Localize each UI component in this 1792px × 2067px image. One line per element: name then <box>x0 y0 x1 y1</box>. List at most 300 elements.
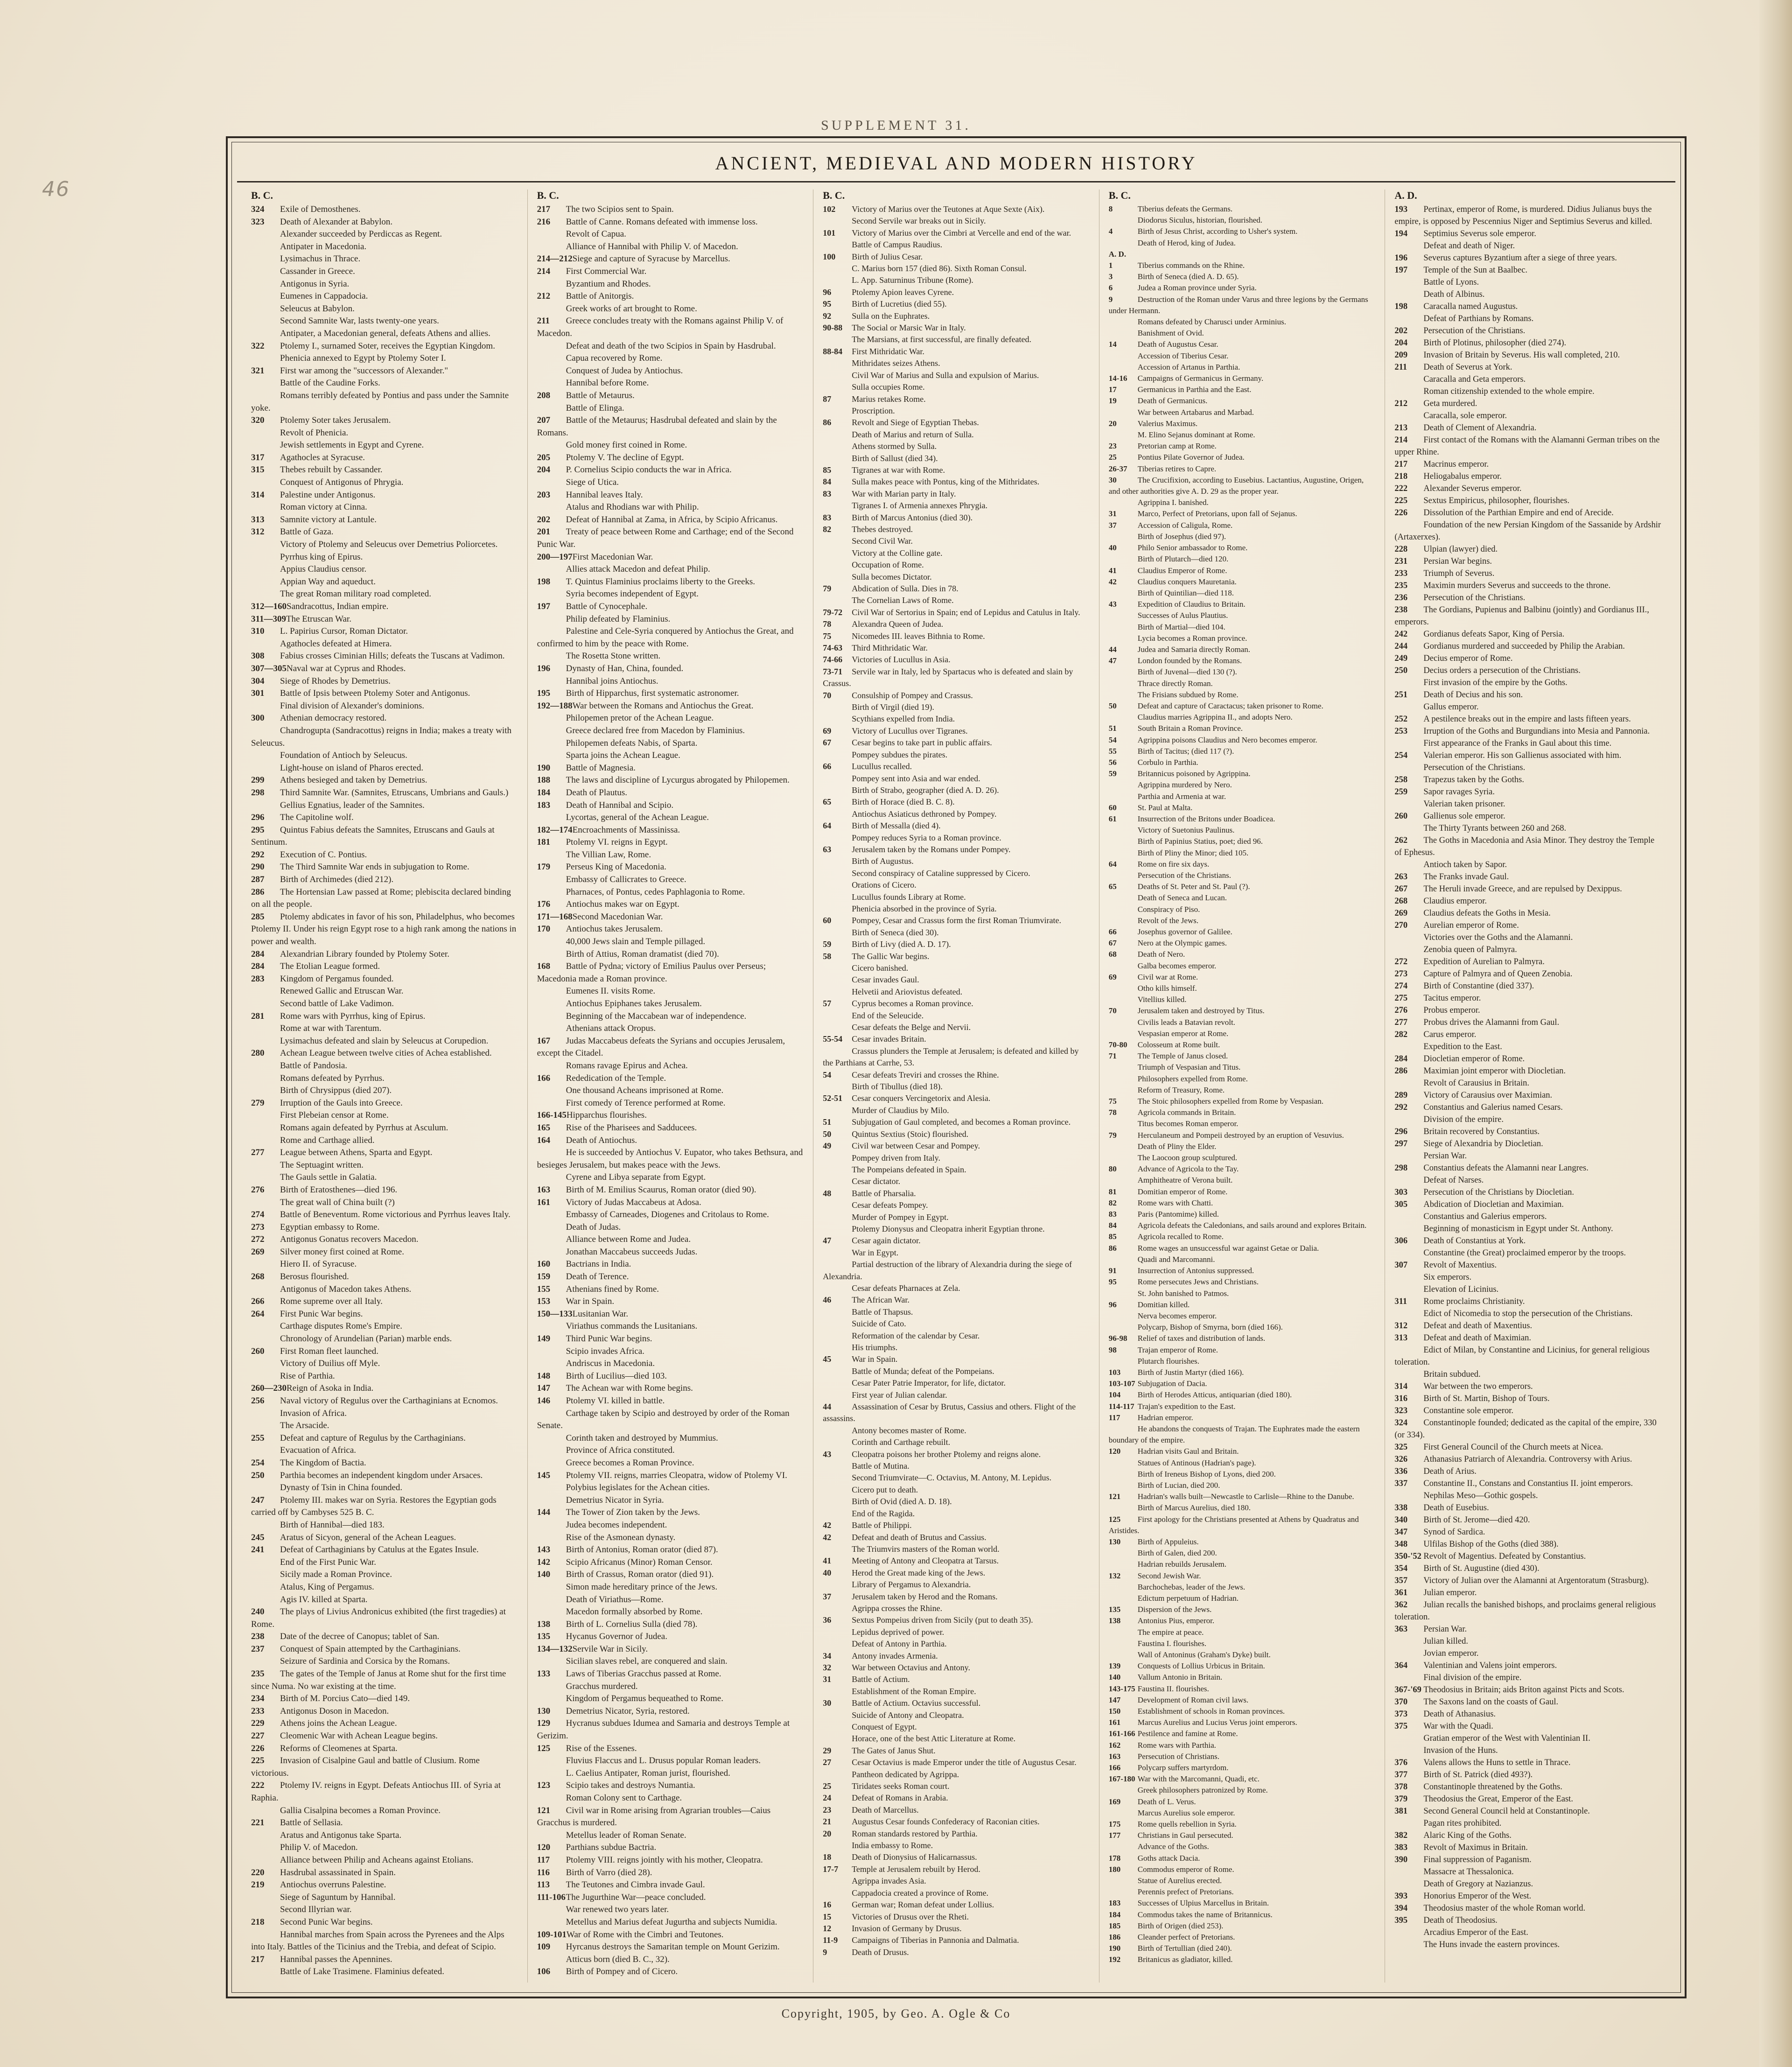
history-entry <box>537 1457 804 1470</box>
entry-event: Sparta joins the Achean League. <box>566 750 680 761</box>
entry-year: 14-16 <box>1108 374 1127 383</box>
history-entry <box>823 891 1090 903</box>
entry-event: Philo Senior ambassador to Rome. <box>1137 543 1248 553</box>
history-entry <box>823 559 1090 571</box>
history-entry <box>823 1662 1090 1674</box>
entry-event: Alaric King of the Goths. <box>1423 1831 1512 1840</box>
history-entry <box>251 762 518 775</box>
entry-event: Faustina I. flourishes. <box>1137 1639 1207 1648</box>
entry-event: Exile of Demosthenes. <box>280 204 361 214</box>
history-entry <box>1109 1751 1376 1762</box>
history-entry <box>537 526 804 551</box>
entry-event: Roman Colony sent to Carthage. <box>566 1793 682 1803</box>
entry-year: 270 <box>1394 921 1408 930</box>
entry-event: Zenobia queen of Palmyra. <box>1423 945 1517 954</box>
entry-event: Otho kills himself. <box>1137 984 1197 993</box>
entry-event: War with Marian party in Italy. <box>852 489 956 498</box>
history-entry <box>1109 588 1376 599</box>
history-entry <box>1109 1457 1376 1469</box>
entry-event: Pompey subdues the pirates. <box>852 750 948 759</box>
entry-event: Antony becomes master of Rome. <box>852 1425 966 1435</box>
entry-year: 63 <box>823 844 832 854</box>
entry-event: Battle of Mutina. <box>852 1461 910 1471</box>
entry-year: 314 <box>1394 1382 1408 1391</box>
entry-year: 103 <box>1108 1367 1121 1377</box>
history-entry <box>537 762 804 775</box>
entry-event: Antigonus in Syria. <box>280 279 350 289</box>
entry-year: 312 <box>1394 1321 1408 1331</box>
entry-event: A pestilence breaks out in the empire and lasts fifteen years. <box>1423 715 1631 724</box>
history-entry <box>1394 1162 1661 1174</box>
entry-event: Rome wars with Parthia. <box>1137 1740 1216 1750</box>
history-entry <box>1109 1412 1376 1423</box>
book-spine <box>1759 0 1792 2067</box>
entry-year: 280 <box>251 1048 265 1058</box>
entry-event: Battle of Ipsis between Ptolemy Soter and Antigonus. <box>280 688 470 699</box>
entry-event: Jerusalem taken and destroyed by Titus. <box>1137 1006 1265 1016</box>
history-entry <box>537 1221 804 1234</box>
history-entry <box>1394 1599 1661 1623</box>
entry-event: The Third Samnite War ends in subjugation to Rome. <box>280 862 469 872</box>
history-entry <box>251 315 518 328</box>
entry-year: 132 <box>1108 1571 1121 1580</box>
entry-year: 307—305 <box>251 663 287 673</box>
entry-event: Victory of Marius over the Teutones at Aque Sexte (Aix). <box>852 204 1045 214</box>
history-entry <box>823 1508 1090 1520</box>
entry-event: Eumenes II. visits Rome. <box>566 986 656 996</box>
history-entry <box>1394 992 1661 1004</box>
entry-event: Birth of Papinius Statius, poet; died 96. <box>1137 837 1263 846</box>
entry-event: Hannibal marches from Spain across the Pyrenees and the Alps into Italy. Battles of the Ticinius and the Trebia, and defeat of Scipio. <box>251 1929 504 1952</box>
entry-year: 163 <box>1108 1752 1121 1761</box>
entry-year: 279 <box>251 1098 265 1108</box>
entry-event: Division of the empire. <box>1423 1115 1504 1124</box>
entry-event: Conquest of Antigonus of Phrygia. <box>280 477 404 488</box>
history-entry <box>1394 1684 1661 1696</box>
entry-event: The Crucifixion, according to Eusebius. Lactantius, Augustine, Origen, and other authorities give A. D. 29 as the proper year. <box>1108 475 1364 496</box>
entry-event: Battle of Beneventum. Rome victorious and Pyrrhus leaves Italy. <box>280 1210 511 1220</box>
entry-year: 121 <box>537 1805 551 1815</box>
history-entry <box>537 725 804 737</box>
history-entry <box>537 1717 804 1742</box>
entry-year: 66 <box>823 762 832 771</box>
history-entry <box>537 1308 804 1321</box>
history-entry <box>1394 568 1661 580</box>
history-entry <box>251 1233 518 1246</box>
history-entry <box>251 203 518 216</box>
entry-event: Gordianus murdered and succeeded by Philip the Arabian. <box>1423 642 1625 651</box>
history-entry <box>537 1233 804 1246</box>
entry-event: Domitian emperor of Rome. <box>1137 1187 1228 1196</box>
entry-year: 377 <box>1394 1770 1408 1780</box>
entry-year: 203 <box>537 490 551 500</box>
history-entry <box>823 1840 1090 1851</box>
entry-event: Revolt of Capua. <box>566 229 626 239</box>
history-entry <box>537 1879 804 1892</box>
entry-event: Agricola defeats the Caledonians, and sails around and explores Britain. <box>1137 1221 1367 1230</box>
history-entry <box>1109 1559 1376 1570</box>
entry-year: 67 <box>1108 939 1117 948</box>
entry-year: 61 <box>1108 814 1117 823</box>
entry-year: 211 <box>1394 363 1407 372</box>
entry-year: 305 <box>1394 1200 1408 1209</box>
entry-event: Jerusalem taken by Herod and the Romans. <box>852 1591 998 1601</box>
entry-year: 17-7 <box>823 1864 839 1874</box>
history-entry <box>823 346 1090 357</box>
history-entry <box>823 773 1090 785</box>
entry-year: 66 <box>1108 927 1117 936</box>
history-entry <box>537 489 804 502</box>
entry-event: Execution of C. Pontius. <box>280 849 367 860</box>
entry-event: Final suppression of Paganism. <box>1423 1855 1532 1864</box>
entry-event: Samnite victory at Lantule. <box>280 514 377 525</box>
entry-year: 260—230 <box>251 1383 287 1394</box>
history-entry <box>1394 1114 1661 1126</box>
history-entry <box>537 266 804 278</box>
history-entry <box>1109 1909 1376 1920</box>
history-entry <box>1394 628 1661 640</box>
entry-year: 214 <box>537 266 551 276</box>
history-entry <box>823 1045 1090 1069</box>
entry-event: Claudius defeats the Goths in Mesia. <box>1423 909 1551 918</box>
entry-year: 95 <box>823 299 832 309</box>
entry-year: 130 <box>537 1706 551 1716</box>
entry-event: Metellus and Marius defeat Jugurtha and subjects Numidia. <box>566 1917 777 1927</box>
entry-year: 73-71 <box>823 666 843 676</box>
entry-event: Birth of Plutarch—died 120. <box>1137 554 1229 564</box>
entry-event: Tacitus emperor. <box>1423 994 1481 1003</box>
history-entry <box>537 563 804 576</box>
history-entry <box>1109 1096 1376 1107</box>
history-entry <box>251 985 518 998</box>
history-entry <box>1109 848 1376 859</box>
history-entry <box>1109 1898 1376 1909</box>
entry-event: Defeat of Carthaginians by Catulus at the Egates Insule. <box>280 1545 479 1555</box>
history-entry <box>1109 1152 1376 1163</box>
entry-event: Massacre at Thessalonica. <box>1423 1867 1514 1877</box>
entry-event: Victory of Duilius off Myle. <box>280 1359 380 1369</box>
entry-year: 218 <box>251 1917 265 1927</box>
entry-event: German war; Roman defeat under Lollius. <box>852 1900 994 1910</box>
history-entry <box>1394 373 1661 385</box>
entry-event: Allies attack Macedon and defeat Philip. <box>566 564 710 575</box>
entry-year: 125 <box>537 1743 551 1753</box>
entry-event: Athens stormed by Sulla. <box>852 441 937 451</box>
entry-event: The Saxons land on the coasts of Gaul. <box>1423 1697 1559 1707</box>
history-entry <box>251 1221 518 1234</box>
entry-event: Agrippa invades Asia. <box>852 1876 926 1886</box>
history-entry <box>1394 1781 1661 1793</box>
entry-event: Birth of M. Emilius Scaurus, Roman orator (died 90). <box>566 1184 756 1195</box>
history-entry <box>1109 1830 1376 1841</box>
entry-event: Death of Alexander at Babylon. <box>280 217 393 227</box>
entry-event: Conquest of Spain attempted by the Carthaginians. <box>280 1644 461 1654</box>
entry-event: Defeat and death of Brutus and Cassius. <box>852 1532 987 1542</box>
history-entry <box>1394 919 1661 932</box>
entry-event: Herod the Great made king of the Jews. <box>852 1568 986 1577</box>
entry-event: Alexander succeeded by Perdiccas as Regent. <box>280 229 442 239</box>
entry-year: 227 <box>251 1731 265 1741</box>
entry-event: Persecution of the Christians. <box>1423 763 1526 772</box>
history-entry <box>537 290 804 303</box>
entry-event: The Huns invade the eastern provinces. <box>1423 1940 1560 1949</box>
entry-event: Victories over the Goths and the Alamanni. <box>1423 933 1573 942</box>
history-entry <box>1109 813 1376 825</box>
entry-event: Suicide of Cato. <box>852 1319 906 1329</box>
entry-event: Rise of Parthia. <box>280 1371 335 1381</box>
entry-event: Assassination of Cesar by Brutus, Cassius and others. Flight of the assassins. <box>823 1402 1076 1423</box>
entry-year: 4 <box>1108 227 1113 236</box>
entry-event: The Capitoline wolf. <box>280 813 354 823</box>
history-entry <box>1394 1817 1661 1829</box>
entry-event: Campaigns of Germanicus in Germany. <box>1137 374 1264 383</box>
history-entry <box>537 1320 804 1333</box>
history-entry <box>823 1603 1090 1614</box>
entry-event: Final division of the empire. <box>1423 1673 1522 1682</box>
history-entry <box>251 352 518 365</box>
history-entry <box>1109 1118 1376 1129</box>
entry-year: 188 <box>537 775 551 785</box>
history-entry <box>1394 1126 1661 1138</box>
entry-event: Reforms of Cleomenes at Sparta. <box>280 1743 398 1753</box>
history-entry <box>1109 1615 1376 1626</box>
entry-year: 162 <box>1108 1740 1121 1750</box>
history-entry <box>823 1259 1090 1282</box>
entry-year: 171—168 <box>537 911 573 922</box>
entry-event: The laws and discipline of Lycurgus abrogated by Philopemen. <box>566 775 790 785</box>
entry-year: 292 <box>1394 1103 1408 1112</box>
history-entry <box>823 1496 1090 1507</box>
entry-event: Revolt and Siege of Egyptian Thebas. <box>852 418 979 427</box>
history-entry <box>537 812 804 824</box>
history-entry <box>251 1569 518 1581</box>
entry-event: Alliance between Philip and Acheans against Etolians. <box>280 1855 474 1865</box>
history-entry <box>251 228 518 241</box>
history-entry <box>537 898 804 911</box>
entry-event: The Frisians subdued by Rome. <box>1137 690 1239 699</box>
entry-year: 109-101 <box>537 1929 567 1940</box>
history-entry <box>1109 1333 1376 1344</box>
entry-event: The Etruscan War. <box>286 614 351 624</box>
history-entry <box>823 1745 1090 1757</box>
history-entry <box>1109 1943 1376 1954</box>
entry-event: Bactrians in India. <box>566 1259 631 1269</box>
history-entry <box>1109 610 1376 621</box>
history-entry <box>1109 339 1376 350</box>
entry-year: 79-72 <box>823 607 843 617</box>
entry-event: Accession of Artanus in Parthia. <box>1137 362 1240 371</box>
entry-event: Death of Severus at York. <box>1423 363 1512 372</box>
history-entry <box>251 1109 518 1122</box>
entry-year: 316 <box>1394 1394 1408 1403</box>
entry-year: 42 <box>1108 577 1117 586</box>
entry-event: Persecution of the Christians. <box>1137 870 1231 880</box>
entry-year: 70 <box>823 690 832 700</box>
entry-event: Death of Clement of Alexandria. <box>1423 423 1537 433</box>
entry-event: Polycarp suffers martyrdom. <box>1137 1763 1229 1773</box>
entry-year: 46 <box>823 1295 832 1305</box>
entry-event: Consulship of Pompey and Crassus. <box>852 690 973 700</box>
entry-event: The Cornelian Laws of Rome. <box>852 596 954 605</box>
history-entry <box>537 1432 804 1445</box>
entry-event: Antiochus makes war on Egypt. <box>566 899 679 910</box>
history-entry <box>1109 836 1376 847</box>
entry-year: 373 <box>1394 1710 1408 1719</box>
history-entry <box>1109 1175 1376 1186</box>
entry-event: Jonathan Maccabeus succeeds Judas. <box>566 1247 698 1257</box>
history-entry <box>1109 576 1376 588</box>
entry-year: 129 <box>537 1718 551 1729</box>
history-entry <box>1394 701 1661 713</box>
history-entry <box>1394 203 1661 228</box>
history-entry <box>1394 325 1661 337</box>
entry-year: 207 <box>537 415 551 426</box>
history-entry <box>251 489 518 502</box>
entry-event: Nicomedes III. leaves Bithnia to Rome. <box>852 631 985 641</box>
history-entry <box>1394 980 1661 992</box>
entry-event: Insurrection of the Britons under Boadicea. <box>1137 814 1275 823</box>
entry-event: Abdication of Sulla. Dies in 78. <box>852 584 959 593</box>
history-entry <box>537 1395 804 1408</box>
history-entry <box>1394 1927 1661 1939</box>
entry-event: C. Marius born 157 (died 86). Sixth Roman Consul. <box>852 264 1027 273</box>
entry-event: Britain subdued. <box>1423 1370 1481 1379</box>
history-entry <box>537 464 804 476</box>
history-entry <box>823 488 1090 500</box>
history-entry <box>823 1449 1090 1460</box>
history-entry <box>537 1755 804 1767</box>
entry-event: Establishment of schools in Roman provinces. <box>1137 1707 1285 1716</box>
history-entry <box>1109 1649 1376 1661</box>
entry-year: 155 <box>537 1284 551 1294</box>
entry-event: Birth of Martial—died 104. <box>1137 622 1225 631</box>
history-entry <box>1394 592 1661 604</box>
entry-event: Battle of Pydna; victory of Emilius Paulus over Perseus; Macedonia made a Roman province. <box>537 961 766 984</box>
entry-year: 320 <box>251 415 265 426</box>
history-entry <box>1394 1308 1661 1320</box>
history-entry <box>823 251 1090 263</box>
history-entry <box>1109 1638 1376 1649</box>
entry-year: 180 <box>1108 1864 1121 1874</box>
entry-year: 12 <box>823 1923 832 1933</box>
history-entry <box>251 1010 518 1023</box>
entry-event: Accession of Caligula, Rome. <box>1137 520 1233 530</box>
history-entry <box>1109 260 1376 271</box>
entry-event: Horace, one of the best Attic Literature at Rome. <box>852 1734 1016 1744</box>
entry-event: Birth of Lucilius—died 103. <box>566 1371 667 1381</box>
entry-event: Corinth taken and destroyed by Mummius. <box>566 1433 718 1443</box>
entry-event: Philopemen pretor of the Achean League. <box>566 713 714 723</box>
entry-year: 381 <box>1394 1807 1408 1816</box>
entry-event: Lycortas, general of the Achean League. <box>566 813 709 823</box>
entry-event: Second General Council held at Constantinople. <box>1423 1807 1590 1816</box>
entry-year: 96-98 <box>1108 1334 1127 1343</box>
history-entry <box>823 239 1090 251</box>
history-entry <box>823 1721 1090 1733</box>
entry-year: 322 <box>251 341 265 351</box>
history-entry <box>1109 915 1376 926</box>
history-entry <box>537 1345 804 1358</box>
entry-year: 209 <box>1394 350 1408 360</box>
history-entry <box>251 1358 518 1370</box>
history-entry <box>1109 1548 1376 1559</box>
entry-event: Sextus Pompeius driven from Sicily (put to death 35). <box>852 1615 1033 1625</box>
entry-year: 273 <box>1394 969 1408 979</box>
history-entry <box>1394 932 1661 944</box>
history-entry <box>251 539 518 551</box>
entry-event: Constantinople founded; dedicated as the capital of the empire, 330 (or 334). <box>1394 1418 1657 1440</box>
entry-year: 260 <box>1394 812 1408 821</box>
history-entry <box>537 1556 804 1569</box>
entry-year: 59 <box>823 939 832 949</box>
entry-year: 24 <box>823 1793 832 1803</box>
history-entry <box>823 322 1090 334</box>
history-entry <box>1109 1039 1376 1051</box>
entry-event: Antipater, a Macedonian general, defeats Athens and allies. <box>280 328 490 338</box>
history-entry <box>537 1072 804 1085</box>
entry-year: 315 <box>251 465 265 475</box>
entry-year: 56 <box>1108 757 1117 767</box>
history-entry <box>537 787 804 799</box>
entry-event: Birth of St. Patrick (died 493?). <box>1423 1770 1533 1780</box>
entry-year: 149 <box>537 1334 551 1344</box>
era-heading: A. D. <box>1394 189 1417 201</box>
entry-event: Defeat and capture of Caractacus; taken prisoner to Rome. <box>1137 701 1323 710</box>
entry-event: Civilis leads a Batavian revolt. <box>1137 1017 1235 1027</box>
history-entry <box>1109 938 1376 949</box>
entry-event: Fluvius Flaccus and L. Drusus popular Roman leaders. <box>566 1756 761 1766</box>
entry-event: Hadrian's walls built—Newcastle to Carlisle—Rhine to the Danube. <box>1137 1492 1354 1501</box>
history-entry <box>537 340 804 353</box>
history-entry <box>251 328 518 340</box>
history-entry <box>823 879 1090 891</box>
history-entry <box>537 1109 804 1122</box>
history-entry <box>1109 1954 1376 1965</box>
entry-event: Lusitanian War. <box>572 1309 629 1319</box>
entry-year: 91 <box>1108 1266 1117 1275</box>
history-entry <box>1394 1514 1661 1526</box>
history-entry <box>537 663 804 675</box>
entry-year: 111-106 <box>537 1892 566 1902</box>
history-entry <box>823 357 1090 369</box>
entry-year: 96 <box>1108 1300 1117 1309</box>
entry-year: 86 <box>1108 1243 1117 1253</box>
history-entry <box>823 1792 1090 1804</box>
entry-year: 286 <box>1394 1066 1408 1076</box>
entry-year: 382 <box>1394 1831 1408 1840</box>
entry-year: 272 <box>1394 957 1408 967</box>
page-frame <box>226 136 1687 1998</box>
entry-event: Cleomenic War with Achean League begins. <box>280 1731 438 1741</box>
entry-event: Syria becomes independent of Egypt. <box>566 589 699 599</box>
history-entry <box>1394 361 1661 373</box>
entry-event: Wall of Antoninus (Graham's Dyke) built. <box>1137 1650 1271 1659</box>
history-entry <box>1109 949 1376 960</box>
entry-event: Revolt of the Jews. <box>1137 916 1199 925</box>
history-entry <box>1394 1150 1661 1162</box>
entry-year: 138 <box>537 1619 551 1629</box>
entry-year: 231 <box>1394 557 1408 566</box>
history-entry <box>251 1482 518 1494</box>
history-entry <box>823 713 1090 725</box>
entry-year: 311—309 <box>251 614 286 624</box>
history-entry <box>1394 1575 1661 1587</box>
history-entry <box>823 1757 1090 1768</box>
entry-event: Death of Terence. <box>566 1272 629 1282</box>
entry-event: Tigranes at war with Rome. <box>852 465 945 475</box>
history-entry <box>1394 944 1661 956</box>
entry-event: First invasion of the empire by the Goths. <box>1423 678 1568 687</box>
